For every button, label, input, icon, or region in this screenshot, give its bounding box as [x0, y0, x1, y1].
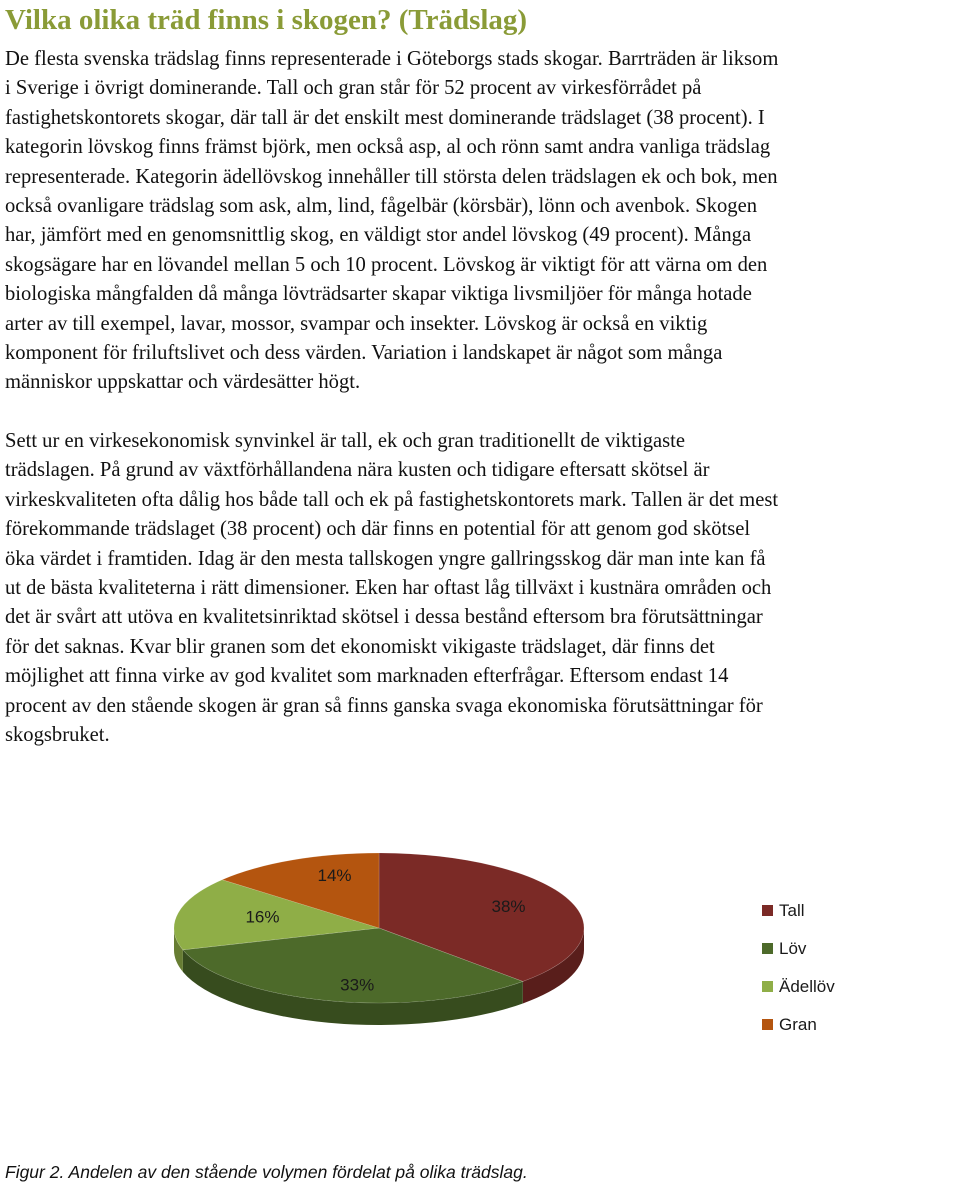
legend-label-ädellöv: Ädellöv	[779, 977, 835, 996]
figure-caption: Figur 2. Andelen av den stående volymen fördelat på olika trädslag.	[5, 1162, 528, 1182]
text-line: komponent för friluftslivet och dess värden. Variation i landskapet är något som många	[5, 342, 723, 365]
text-line: Sett ur en virkesekonomisk synvinkel är tall, ek och gran traditionellt de viktigaste	[5, 430, 686, 452]
text-line: i Sverige i övrigt dominerande. Tall och gran står för 52 procent av virkesförrådet på	[5, 77, 702, 100]
legend-label-gran: Gran	[779, 1015, 817, 1034]
text-line: De flesta svenska trädslag finns representerade i Göteborgs stads skogar. Barrträden är liksom	[5, 48, 779, 70]
legend-swatch-tall	[762, 905, 773, 916]
text-line: arter av till exempel, lavar, mossor, svampar och insekter. Lövskog är också en viktig	[5, 312, 708, 335]
text-line: öka värdet i framtiden. Idag är den mesta tallskogen yngre gallringsskog där man inte kan få	[5, 547, 766, 570]
page-title: Vilka olika träd finns i skogen? (Trädslag)	[5, 4, 528, 36]
text-line: också ovanligare trädslag som ask, alm, lind, fågelbär (körsbär), lönn och avenbok. Skogen	[5, 195, 758, 218]
paragraph-tree-species	[5, 45, 957, 398]
data-label-ädellöv: 16%	[245, 907, 280, 927]
text-line: möjlighet att finna virke av god kvalitet som marknaden efterfrågar. Eftersom endast 14	[5, 665, 729, 688]
text-line: fastighetskontorets skogar, där tall är det enskilt mest dominerande trädslaget (38 procent). I	[5, 106, 765, 129]
text-line: har, jämfört med en genomsnittlig skog, en väldigt stor andel lövskog (49 procent). Många	[5, 224, 752, 247]
text-line: procent av den stående skogen är gran så finns ganska svaga ekonomiska förutsättningar för	[5, 694, 763, 717]
paragraph-economics	[5, 427, 957, 750]
legend-swatch-löv	[762, 943, 773, 954]
text-line: ut de bästa kvaliteterna i rätt dimensioner. Eken har oftast låg tillväxt i kustnära områden och	[5, 577, 772, 600]
text-line: för det saknas. Kvar blir granen som det ekonomiskt vikigaste trädslaget, där finns det	[5, 635, 715, 658]
text-line: skogsägare har en lövandel mellan 5 och 10 procent. Lövskog är viktigt för att värna om den	[5, 253, 768, 276]
legend-label-löv: Löv	[779, 939, 807, 958]
text-line: kategorin lövskog finns främst björk, men också asp, al och rönn samt andra vanliga trädslag	[5, 136, 771, 159]
text-line: biologiska mångfalden då många lövträdsarter skapar viktiga livsmiljöer för många hotade	[5, 283, 752, 306]
pie-chart	[0, 800, 960, 1140]
legend-swatch-ädellöv	[762, 981, 773, 992]
data-label-löv: 33%	[340, 975, 375, 995]
data-label-gran: 14%	[317, 865, 352, 885]
chart-legend	[762, 901, 835, 1034]
pie-chart-svg	[0, 800, 960, 1140]
text-line: skogsbruket.	[5, 724, 110, 747]
legend-swatch-gran	[762, 1019, 773, 1030]
text-line: förekommande trädslaget (38 procent) och där finns en potential för att genom god skötsel	[5, 518, 751, 541]
legend-label-tall: Tall	[779, 901, 805, 920]
data-label-tall: 38%	[491, 896, 526, 916]
text-line: virkeskvaliteten ofta dålig hos både tall och ek på fastighetskontorets mark. Tallen är det mest	[5, 488, 779, 511]
text-line: människor uppskattar och värdesätter högt.	[5, 371, 361, 394]
text-line: representerade. Kategorin ädellövskog innehåller till största delen trädslagen ek och bok, men	[5, 165, 778, 188]
text-line: trädslagen. På grund av växtförhållandena nära kusten och tidigare eftersatt skötsel är	[5, 459, 710, 482]
text-line: det är svårt att utöva en kvalitetsinriktad skötsel i dessa bestånd eftersom bra förutsättningar	[5, 606, 763, 629]
